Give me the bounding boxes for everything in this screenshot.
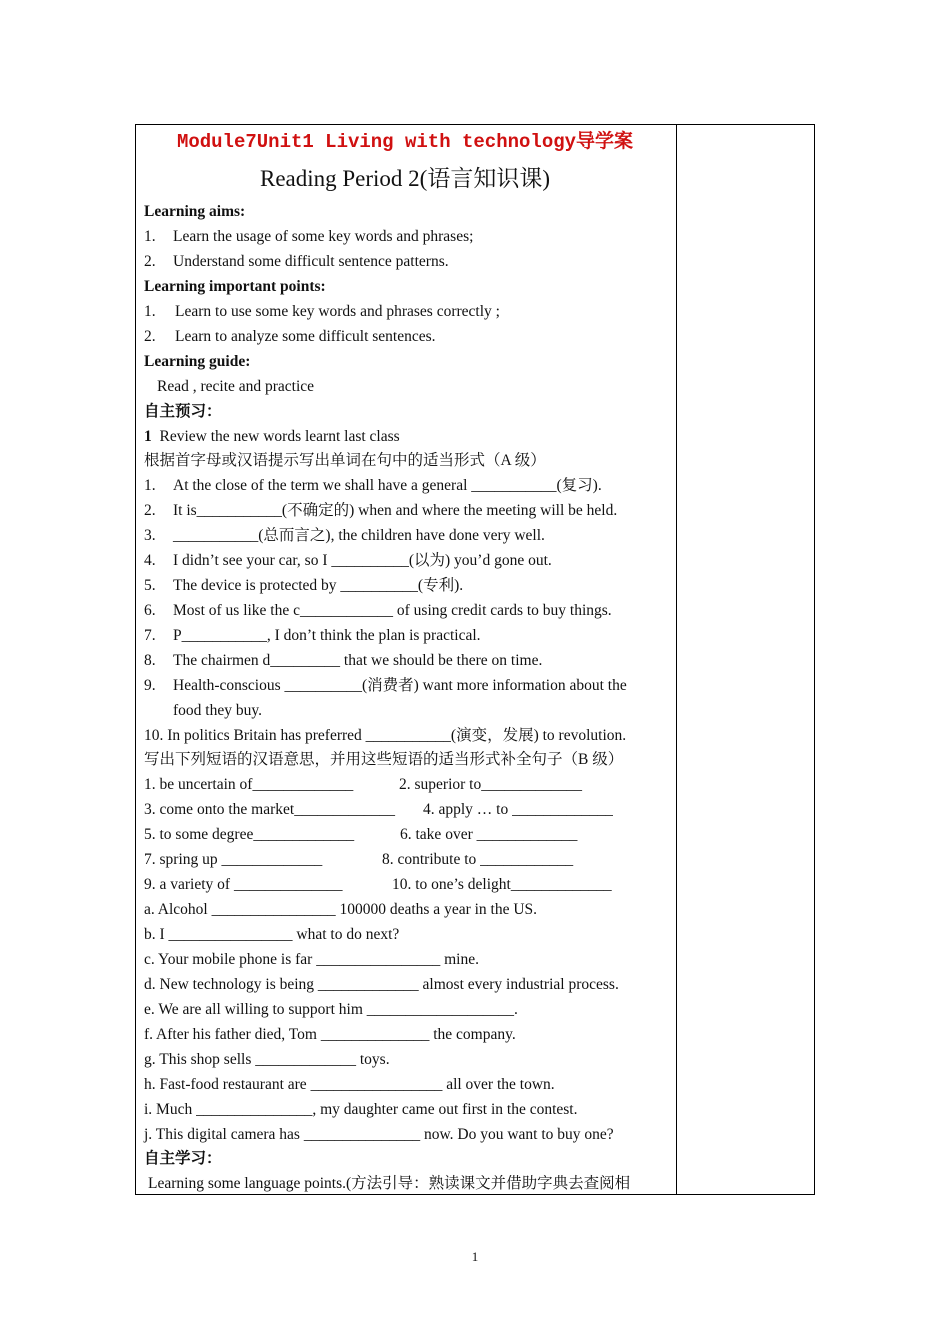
worksheet-title (144, 126, 666, 153)
phrase-item: 1. be uncertain of_____________ (144, 776, 354, 793)
title-english: Module7Unit1 Living with technology (176, 131, 577, 153)
fill-sentence: g. This shop sells _____________ toys. (144, 1051, 390, 1068)
phrase-item: 2. superior to_____________ (399, 776, 582, 793)
title-chinese: 导学案 (576, 130, 634, 152)
fill-sentence: i. Much _______________, my daughter came out first in the contest. (144, 1101, 578, 1118)
fill-sentence: e. We are all willing to support him ___________________. (144, 1001, 518, 1018)
exercise-sentence-continued: food they buy. (173, 702, 262, 719)
fill-sentence: b. I ________________ what to do next? (144, 926, 400, 943)
important-points-heading: Learning important points: (144, 278, 326, 295)
exercise-sentence: 10. In politics Britain has preferred ___________(演变，发展) to revolution. (144, 727, 627, 744)
guide-heading: Learning guide: (144, 353, 251, 370)
fill-sentence: d. New technology is being _____________ almost every industrial process. (144, 976, 619, 993)
phrase-item: 6. take over _____________ (400, 826, 578, 843)
phrase-item: 8. contribute to ____________ (382, 851, 574, 868)
phrase-item: 10. to one’s delight_____________ (392, 876, 612, 893)
fill-sentence: h. Fast-food restaurant are _________________ all over the town. (144, 1076, 555, 1093)
review-section-title: 1 Review the new words learnt last class (144, 428, 400, 445)
phrase-item: 3. come onto the market_____________ (144, 801, 395, 818)
fill-sentence: a. Alcohol ________________ 100000 deaths a year in the US. (144, 901, 538, 918)
page-number: 1 (471, 1249, 479, 1264)
study-text: Learning some language points.(方法引导：熟读课文并借助字典去查阅相 (148, 1175, 631, 1192)
instruction-b: 写出下列短语的汉语意思，并用这些短语的适当形式补全句子（B 级） (144, 751, 624, 768)
phrase-item: 5. to some degree_____________ (144, 826, 355, 843)
fill-sentence: f. After his father died, Tom ______________ the company. (144, 1026, 516, 1043)
phrase-item: 4. apply … to _____________ (423, 801, 613, 818)
phrase-item: 9. a variety of ______________ (144, 876, 343, 893)
guide-text: Read , recite and practice (157, 378, 315, 395)
instruction-a: 根据首字母或汉语提示写出单词在句中的适当形式（A 级） (144, 452, 546, 469)
phrase-item: 7. spring up _____________ (144, 851, 323, 868)
fill-sentence: j. This digital camera has _______________ now. Do you want to buy one? (144, 1126, 614, 1143)
study-heading: 自主学习： (144, 1150, 222, 1167)
notes-column-divider (676, 124, 677, 1195)
fill-sentence: c. Your mobile phone is far ________________ mine. (144, 951, 479, 968)
worksheet-subtitle: Reading Period 2(语言知识课) (259, 166, 550, 191)
preview-heading: 自主预习： (144, 403, 222, 420)
aims-heading: Learning aims: (144, 203, 246, 220)
